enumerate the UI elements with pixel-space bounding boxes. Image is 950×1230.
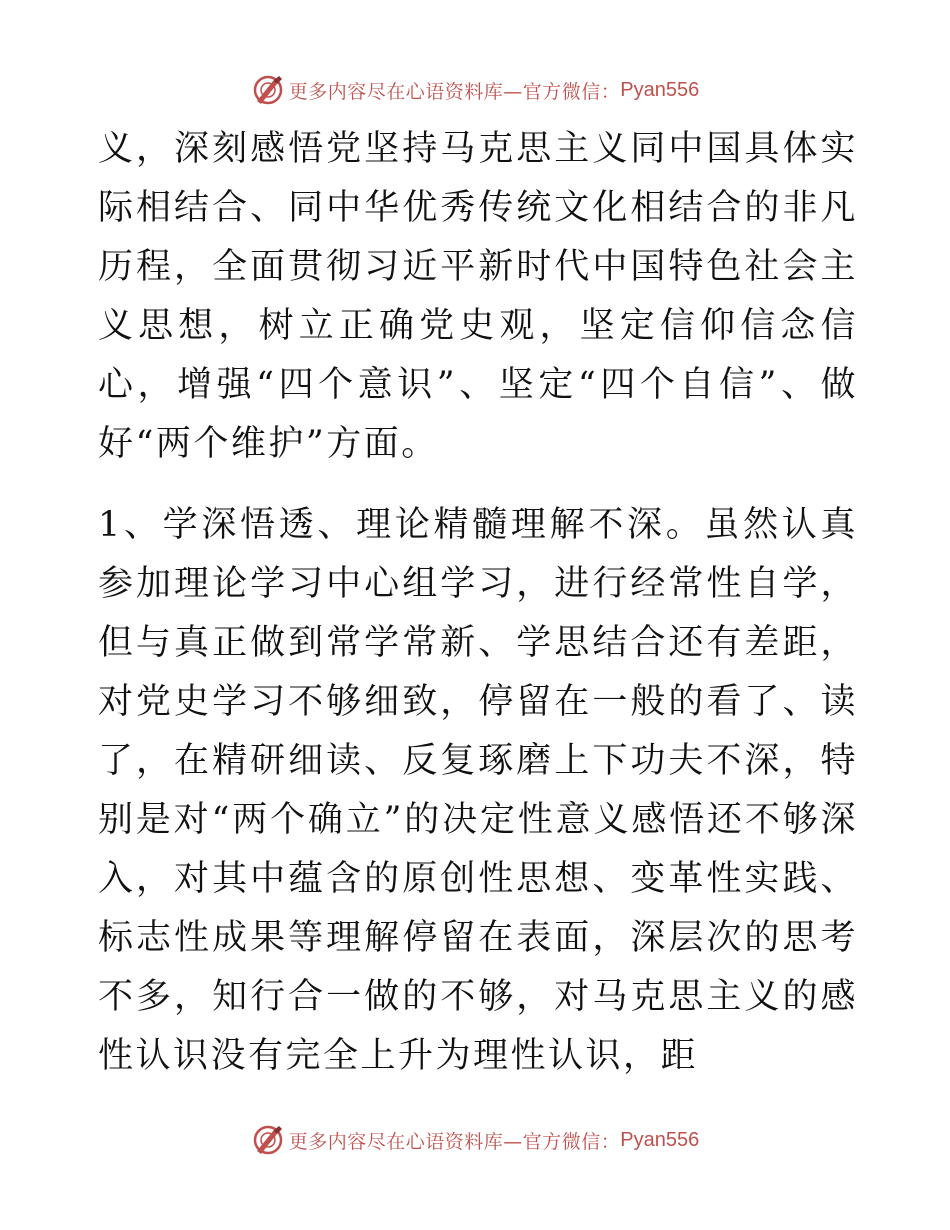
document-body — [98, 120, 858, 1086]
paragraph-1: 义，深刻感悟党坚持马克思主义同中国具体实际相结合、同中华优秀传统文化相结合的非凡历程，全面贯彻习近平新时代中国特色社会主义思想，树立正确党史观，坚定信仰信念信心，增强“四个意识”、坚定“四个自信”、做好“两个维护”方面。 — [98, 129, 858, 464]
watermark-wechat-id: Pyan556 — [620, 78, 700, 101]
pen-circle-logo-icon — [251, 73, 285, 107]
pen-circle-logo-icon — [251, 1123, 285, 1157]
watermark-wechat-id: Pyan556 — [620, 1128, 700, 1151]
paragraph-2: 1、学深悟透、理论精髓理解不深。虽然认真参加理论学习中心组学习，进行经常性自学，但与真正做到常学常新、学思结合还有差距，对党史学习不够细致，停留在一般的看了、读了，在精研细读、反复琢磨上下功夫不深，特别是对“两个确立”的决定性意义感悟还不够深入，对其中蕴含的原创性思想、变革性实践、标志性成果等理解停留在表面，深层次的思考不多，知行合一做的不够，对马克思主义的感性认识没有完全上升为理性认识，距 — [98, 505, 858, 1076]
watermark-text: 更多内容尽在心语资料库—官方微信： — [288, 80, 621, 103]
watermark-header — [0, 70, 950, 110]
watermark-footer — [0, 1120, 950, 1160]
watermark-text: 更多内容尽在心语资料库—官方微信： — [288, 1130, 621, 1153]
